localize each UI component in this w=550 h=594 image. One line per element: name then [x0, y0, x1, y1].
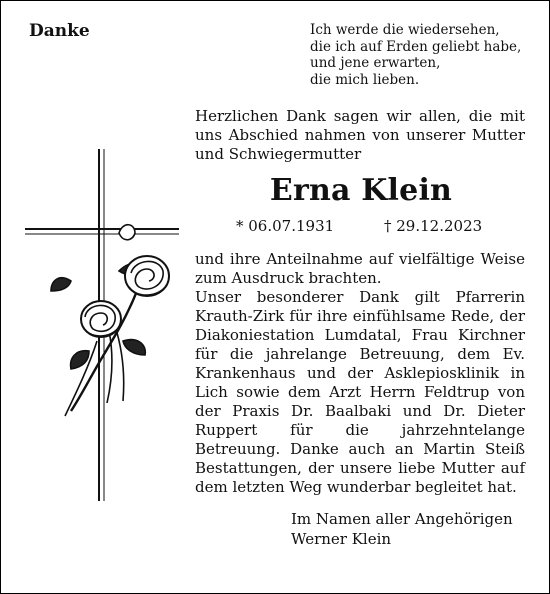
poem-line: Ich werde die wiedersehen, — [310, 22, 500, 38]
poem-line: die ich auf Erden geliebt habe, — [310, 38, 522, 55]
paragraph: und ihre Anteilnahme auf vielfältige Weise zum Ausdruck brachten. — [195, 250, 525, 287]
cross-roses-illustration — [19, 141, 199, 511]
signature — [291, 509, 513, 549]
body-text — [195, 250, 525, 497]
deceased-name: Erna Klein — [269, 173, 453, 208]
signature-line: Werner Klein — [291, 530, 392, 548]
rose-icon — [51, 225, 169, 416]
signature-line: Im Namen aller Angehörigen — [291, 510, 513, 528]
death-date: † 29.12.2023 — [384, 217, 483, 235]
poem — [310, 22, 521, 88]
poem-line: und jene erwarten, — [310, 55, 441, 71]
heading: Danke — [29, 21, 90, 41]
intro-text: Herzlichen Dank sagen wir allen, die mit uns Abschied nahmen von unserer Mutter und Schwiegermutter — [195, 107, 525, 163]
paragraph: Unser besonderer Dank gilt Pfarrerin Krauth-Zirk für ihre einfühlsame Rede, der Diakoniestation Lumdatal, Frau Kirchner für die jahrelange Betreuung, dem Ev. Krankenhaus und der Asklepiosklinik in Lich sowie dem Arzt Herrn Feldtrup von der Praxis Dr. Baalbaki und Dr. Dieter Ruppert für die jahrzehntelange Betreuung. Danke auch an Martin Steiß Bestattungen, der unsere liebe Mutter auf dem letzten Weg wunderbar begleitet hat. — [195, 288, 525, 496]
poem-line: die mich lieben. — [310, 71, 420, 88]
birth-date: * 06.07.1931 — [236, 217, 335, 235]
